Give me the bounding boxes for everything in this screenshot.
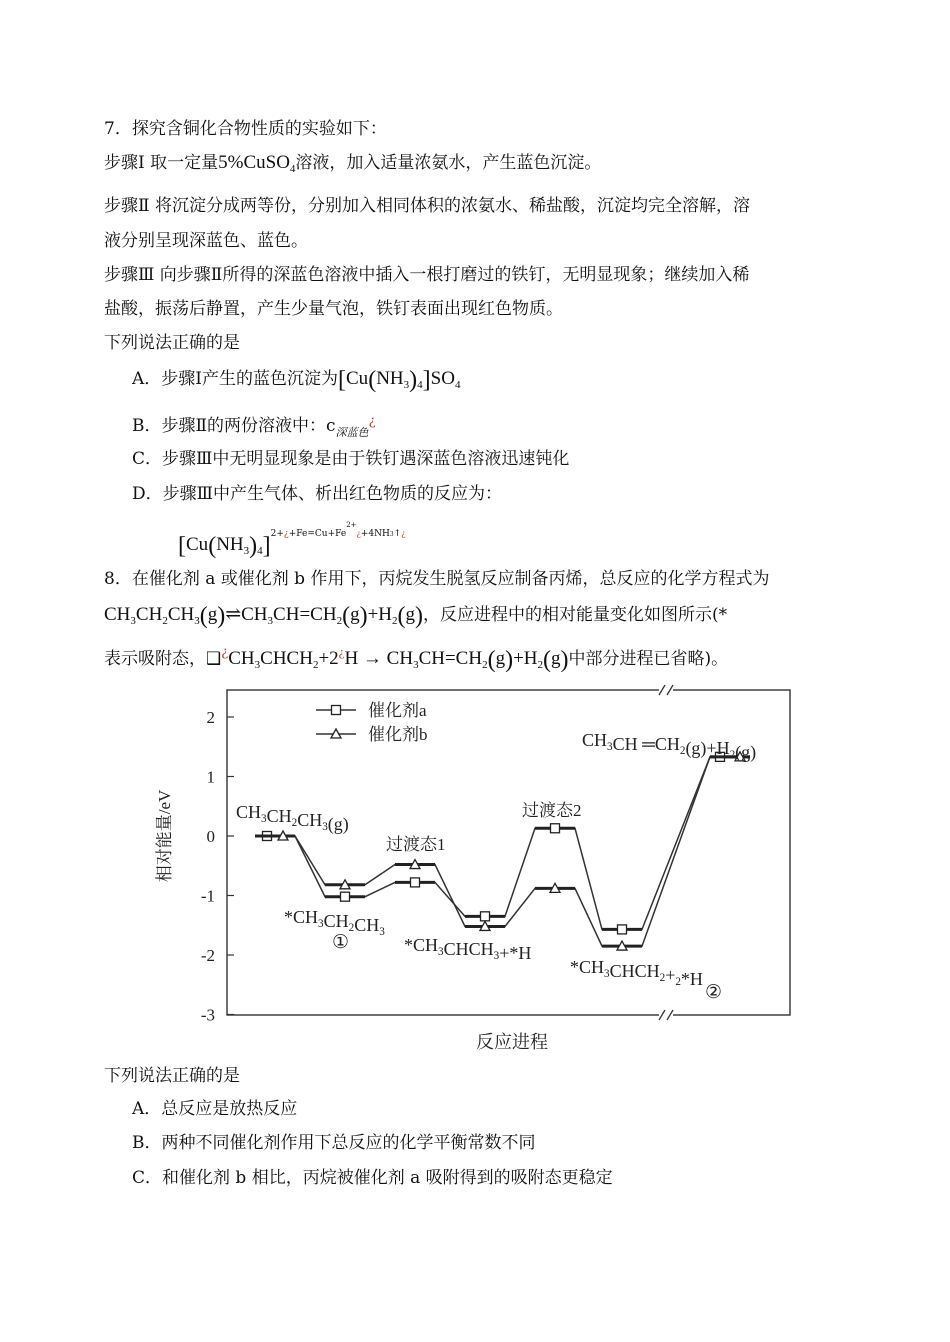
q7-option-c[interactable]: C．步骤Ⅲ中无明显现象是由于铁钉遇深蓝色溶液迅速钝化 [132,449,570,469]
label-intermediate-1: $*CH_3CH_2CH_3$ [284,907,385,938]
label-product: $CH_3CH$ $═CH_2(g)+H_2(g)$ [582,730,757,762]
y-tick-label: -1 [200,886,215,906]
q7-step1-formula: 5%CuSO$_4$ [218,152,296,175]
x-axis-label: 反应进程 [476,1032,548,1052]
q8-option-c[interactable]: C．和催化剂 b 相比，丙烷被催化剂 a 吸附得到的吸附态更稳定 [132,1168,613,1188]
chart-legend [316,701,428,744]
q8-option-b[interactable]: B．两种不同催化剂作用下总反应的化学平衡常数不同 [132,1133,536,1153]
q7-step1: 步骤Ⅰ 取一定量5%CuSO$_4$溶液，加入适量浓氨水，产生蓝色沉淀。 [104,152,602,175]
series-catalyst-a [255,752,750,934]
label-reactant: $CH_3CH_2CH_3(g)$ [236,802,349,834]
data-point-square [341,892,350,901]
legend-label-a: 催化剂a [368,701,427,720]
q8-equation-line: $CH_3CH_2CH_3(g)\rightleftharpoons CH_3CH=CH_2(g)+H_2(g)$，反应进程中的相对能量变化如图所示(* [104,603,728,629]
q8-option-a[interactable]: A．总反应是放热反应 [132,1099,298,1119]
energy-profile-chart [150,680,810,1060]
q7-option-a[interactable]: A．步骤Ⅰ产生的蓝色沉淀为$[Cu(NH_3)_4]SO_4$ [132,367,461,393]
legend-square-marker [332,706,341,715]
q8-question: 下列说法正确的是 [104,1066,240,1086]
label-intermediate-1-number: ① [332,932,350,953]
q7-step2-line1: 步骤Ⅱ 将沉淀分成两等份，分别加入相同体积的浓氨水、稀盐酸，沉淀均完全溶解，溶 [104,196,750,216]
label-transition-state-2: 过渡态2 [522,801,582,820]
y-axis-label: 相对能量/eV [155,789,174,883]
q7-option-b[interactable]: B．步骤Ⅱ的两份溶液中：$c_{深蓝色}^¿$ [132,414,376,439]
label-intermediate-2: $*CH_3CHCH_3+*H$ [404,935,532,963]
label-intermediate-3: $*CH_3CHCH_2+_2*H$ [570,957,703,989]
q8-stem: 8．在催化剂 a 或催化剂 b 作用下，丙烷发生脱氢反应制备丙烯，总反应的化学方程式为 [104,569,770,589]
label-transition-state-1: 过渡态1 [386,835,446,854]
y-tick-label: -3 [200,1005,215,1025]
y-tick-label: 1 [206,767,215,787]
q7-option-d-equation: $[Cu(NH_3)_4]^{2+¿+Fe=Cu+Fe^{2+}¿+4NH3↑¿}$ [178,521,406,559]
data-point-square [551,824,560,833]
y-tick-label: 0 [206,827,215,846]
q7-question: 下列说法正确的是 [104,333,240,353]
data-point-square [618,925,627,934]
q7-step3-line1: 步骤Ⅲ 向步骤Ⅱ所得的深蓝色溶液中插入一根打磨过的铁钉，无明显现象；继续加入稀 [104,265,750,285]
axis-break-gap [659,685,673,695]
data-point-square [411,878,420,887]
q7-step2-line2: 液分别呈现深蓝色、蓝色。 [104,231,308,251]
data-point-square [481,912,490,921]
q7-option-d[interactable]: D．步骤Ⅲ中产生气体、析出红色物质的反应为： [132,484,503,504]
q8-line3: 表示吸附态，$❑^¿CH_3CHCH_2+2^¿H \to CH_3CH=CH_2(g)+H_2(g)$中部分进程已省略)。 [104,644,729,673]
q7-step3-line2: 盐酸，振荡后静置，产生少量气泡，铁钉表面出现红色物质。 [104,299,563,319]
q7-option-a-formula: $[Cu(NH_3)_4]SO_4$ [338,367,461,393]
series-line [255,757,750,930]
y-tick-label: 2 [206,708,215,727]
q7-stem: 7．探究含铜化合物性质的实验如下： [104,119,387,139]
label-intermediate-3-number: ② [705,982,723,1003]
axis-break-gap [659,1010,673,1020]
legend-label-b: 催化剂b [368,725,428,744]
y-tick-label: -2 [200,946,215,965]
